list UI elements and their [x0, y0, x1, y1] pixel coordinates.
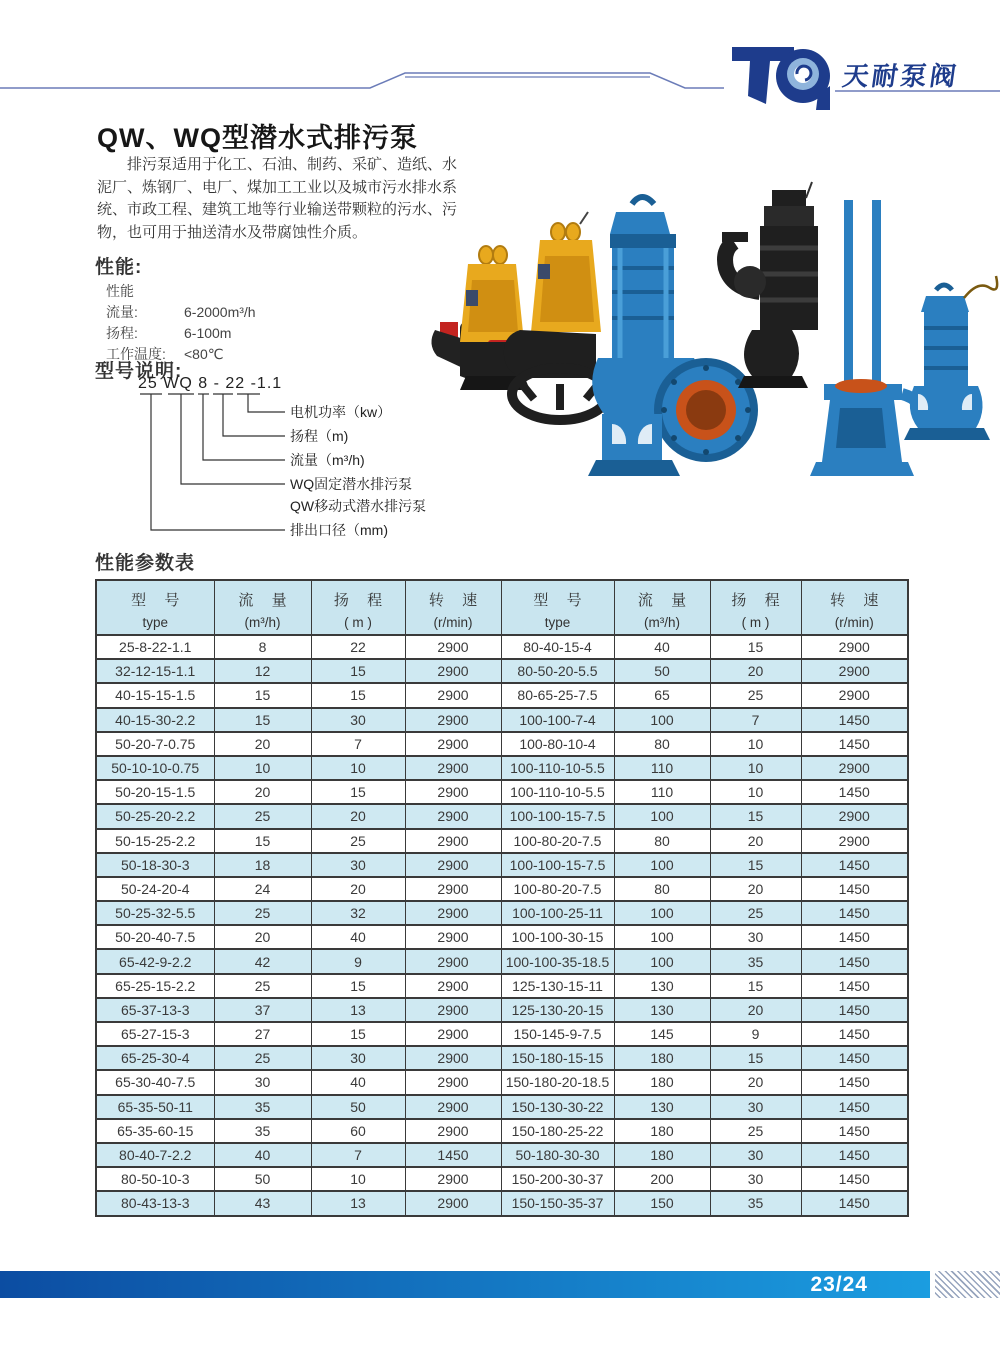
value-cell: 2900 [405, 708, 501, 732]
value-cell: 10 [311, 1167, 405, 1191]
column-header-head: 扬 程 ( m ) [311, 580, 405, 635]
value-cell: 1450 [801, 925, 908, 949]
value-cell: 20 [311, 877, 405, 901]
spec-value-temp: <80℃ [184, 346, 224, 362]
value-cell: 2900 [405, 1119, 501, 1143]
value-cell: 10 [710, 780, 801, 804]
value-cell: 30 [710, 925, 801, 949]
value-cell: 15 [311, 659, 405, 683]
tq-logo-icon [732, 47, 830, 110]
value-cell: 25 [214, 974, 311, 998]
value-cell: 20 [710, 877, 801, 901]
value-cell: 15 [214, 829, 311, 853]
value-cell: 20 [710, 1070, 801, 1094]
column-header-flow: 流 量 (m³/h) [614, 580, 710, 635]
page-title: QW、WQ型潜水式排污泵 [97, 123, 418, 153]
value-cell: 40 [311, 925, 405, 949]
value-cell: 1450 [801, 949, 908, 973]
page-number: 23/24 [810, 1273, 868, 1296]
spec-sublabel: 性能 [106, 283, 134, 299]
model-cell: 100-110-10-5.5 [501, 756, 614, 780]
value-cell: 35 [710, 949, 801, 973]
value-cell: 180 [614, 1119, 710, 1143]
value-cell: 9 [710, 1022, 801, 1046]
value-cell: 1450 [801, 732, 908, 756]
model-cell: 40-15-30-2.2 [96, 708, 214, 732]
value-cell: 40 [311, 1070, 405, 1094]
value-cell: 2900 [801, 804, 908, 828]
value-cell: 20 [214, 732, 311, 756]
table-row [96, 949, 908, 973]
model-heading: 型号说明: [95, 361, 183, 382]
value-cell: 1450 [801, 780, 908, 804]
table-row [96, 998, 908, 1022]
table-row [96, 708, 908, 732]
model-cell: 25-8-22-1.1 [96, 635, 214, 659]
value-cell: 2900 [405, 1070, 501, 1094]
value-cell: 37 [214, 998, 311, 1022]
table-row [96, 659, 908, 683]
value-cell: 2900 [405, 1095, 501, 1119]
value-cell: 10 [710, 756, 801, 780]
model-cell: 80-65-25-7.5 [501, 683, 614, 707]
value-cell: 100 [614, 853, 710, 877]
model-cell: 100-100-30-15 [501, 925, 614, 949]
value-cell: 2900 [405, 853, 501, 877]
value-cell: 2900 [405, 974, 501, 998]
value-cell: 180 [614, 1046, 710, 1070]
value-cell: 25 [710, 683, 801, 707]
value-cell: 100 [614, 804, 710, 828]
value-cell: 130 [614, 974, 710, 998]
table-row [96, 925, 908, 949]
model-cell: 100-100-25-11 [501, 901, 614, 925]
spec-value-flow: 6-2000m³/h [184, 304, 256, 320]
table-row [96, 780, 908, 804]
value-cell: 15 [214, 683, 311, 707]
value-cell: 2900 [405, 925, 501, 949]
value-cell: 25 [710, 901, 801, 925]
table-row [96, 1095, 908, 1119]
table-row [96, 1191, 908, 1215]
model-cell: 50-20-40-7.5 [96, 925, 214, 949]
value-cell: 150 [614, 1191, 710, 1215]
table-row [96, 1070, 908, 1094]
model-cell: 100-100-7-4 [501, 708, 614, 732]
model-cell: 100-100-35-18.5 [501, 949, 614, 973]
table-row [96, 635, 908, 659]
value-cell: 30 [710, 1167, 801, 1191]
value-cell: 25 [214, 901, 311, 925]
model-cell: 100-110-10-5.5 [501, 780, 614, 804]
brand-text: 天耐泵阀 [840, 61, 961, 91]
value-cell: 12 [214, 659, 311, 683]
value-cell: 50 [214, 1167, 311, 1191]
value-cell: 1450 [801, 974, 908, 998]
value-cell: 20 [710, 659, 801, 683]
value-cell: 60 [311, 1119, 405, 1143]
value-cell: 2900 [801, 683, 908, 707]
value-cell: 1450 [801, 708, 908, 732]
model-cell: 50-10-10-0.75 [96, 756, 214, 780]
model-cell: 100-80-10-4 [501, 732, 614, 756]
model-cell: 65-27-15-3 [96, 1022, 214, 1046]
value-cell: 2900 [405, 949, 501, 973]
value-cell: 42 [214, 949, 311, 973]
value-cell: 7 [311, 732, 405, 756]
value-cell: 80 [614, 829, 710, 853]
value-cell: 80 [614, 877, 710, 901]
value-cell: 100 [614, 925, 710, 949]
value-cell: 1450 [801, 1095, 908, 1119]
model-cell: 50-180-30-30 [501, 1143, 614, 1167]
value-cell: 25 [214, 804, 311, 828]
value-cell: 13 [311, 1191, 405, 1215]
value-cell: 20 [311, 804, 405, 828]
value-cell: 15 [710, 974, 801, 998]
model-cell: 150-200-30-37 [501, 1167, 614, 1191]
value-cell: 40 [614, 635, 710, 659]
value-cell: 2900 [405, 659, 501, 683]
value-cell: 2900 [405, 998, 501, 1022]
value-cell: 1450 [801, 998, 908, 1022]
value-cell: 1450 [801, 901, 908, 925]
value-cell: 2900 [405, 732, 501, 756]
spec-table-body [96, 635, 908, 1216]
pump-blue-small [904, 276, 997, 440]
value-cell: 20 [214, 925, 311, 949]
model-cell: 125-130-15-11 [501, 974, 614, 998]
model-cell: 65-25-15-2.2 [96, 974, 214, 998]
table-row [96, 1046, 908, 1070]
value-cell: 15 [710, 635, 801, 659]
value-cell: 18 [214, 853, 311, 877]
model-cell: 65-35-60-15 [96, 1119, 214, 1143]
value-cell: 15 [710, 853, 801, 877]
value-cell: 2900 [405, 635, 501, 659]
value-cell: 1450 [405, 1143, 501, 1167]
value-cell: 7 [311, 1143, 405, 1167]
pump-blue-stand [810, 200, 922, 476]
value-cell: 15 [710, 1046, 801, 1070]
value-cell: 7 [710, 708, 801, 732]
spec-label-head: 扬程: [106, 325, 138, 341]
value-cell: 1450 [801, 877, 908, 901]
value-cell: 20 [710, 998, 801, 1022]
column-header-speed: 转 速 (r/min) [405, 580, 501, 635]
model-code: 25 WQ 8 - 22 -1.1 [138, 375, 283, 392]
model-cell: 125-130-20-15 [501, 998, 614, 1022]
model-cell: 65-25-30-4 [96, 1046, 214, 1070]
value-cell: 110 [614, 780, 710, 804]
value-cell: 15 [710, 804, 801, 828]
value-cell: 65 [614, 683, 710, 707]
value-cell: 180 [614, 1070, 710, 1094]
table-row [96, 1119, 908, 1143]
value-cell: 20 [710, 829, 801, 853]
table-row [96, 829, 908, 853]
value-cell: 130 [614, 1095, 710, 1119]
value-cell: 2900 [405, 901, 501, 925]
table-row [96, 804, 908, 828]
value-cell: 1450 [801, 853, 908, 877]
performance-heading: 性能: [95, 257, 143, 278]
value-cell: 2900 [405, 1167, 501, 1191]
model-cell: 50-25-32-5.5 [96, 901, 214, 925]
value-cell: 2900 [801, 756, 908, 780]
value-cell: 2900 [405, 756, 501, 780]
performance-spec-block [106, 281, 256, 365]
table-row [96, 1167, 908, 1191]
value-cell: 35 [214, 1095, 311, 1119]
value-cell: 32 [311, 901, 405, 925]
value-cell: 25 [311, 829, 405, 853]
value-cell: 13 [311, 998, 405, 1022]
value-cell: 15 [214, 708, 311, 732]
value-cell: 2900 [405, 1191, 501, 1215]
value-cell: 1450 [801, 1070, 908, 1094]
value-cell: 2900 [405, 829, 501, 853]
column-header-flow: 流 量 (m³/h) [214, 580, 311, 635]
model-cell: 50-20-15-1.5 [96, 780, 214, 804]
column-header-head: 扬 程 ( m ) [710, 580, 801, 635]
value-cell: 30 [710, 1095, 801, 1119]
model-label-outlet: 排出口径（mm) [290, 522, 388, 538]
table-row [96, 901, 908, 925]
table-row [96, 974, 908, 998]
model-label-flow: 流量（m³/h) [290, 452, 365, 468]
model-cell: 150-145-9-7.5 [501, 1022, 614, 1046]
value-cell: 2900 [405, 683, 501, 707]
model-cell: 80-40-15-4 [501, 635, 614, 659]
value-cell: 30 [214, 1070, 311, 1094]
intro-paragraph: 排污泵适用于化工、石油、制药、采矿、造纸、水泥厂、炼钢厂、电厂、煤加工工业以及城市污水排水系统、市政工程、建筑工地等行业输送带颗粒的污水、污物，也可用于抽送清水及带腐蚀性介质。 [97, 156, 458, 241]
model-cell: 65-35-50-11 [96, 1095, 214, 1119]
model-cell: 65-30-40-7.5 [96, 1070, 214, 1094]
model-cell: 150-180-20-18.5 [501, 1070, 614, 1094]
model-cell: 50-25-20-2.2 [96, 804, 214, 828]
spec-table [95, 579, 909, 1217]
value-cell: 1450 [801, 1143, 908, 1167]
pump-black [722, 182, 818, 388]
value-cell: 50 [311, 1095, 405, 1119]
value-cell: 24 [214, 877, 311, 901]
model-cell: 150-150-35-37 [501, 1191, 614, 1215]
model-diagram [100, 370, 430, 548]
spec-label-flow: 流量: [106, 304, 138, 320]
model-cell: 50-20-7-0.75 [96, 732, 214, 756]
model-cell: 100-80-20-7.5 [501, 829, 614, 853]
value-cell: 145 [614, 1022, 710, 1046]
model-cell: 100-100-15-7.5 [501, 804, 614, 828]
footer-bar [0, 1271, 930, 1298]
model-label-wq: WQ固定潜水排污泵 [290, 476, 413, 492]
value-cell: 20 [214, 780, 311, 804]
model-label-head: 扬程（m) [290, 428, 349, 444]
value-cell: 30 [311, 853, 405, 877]
pump-product-photo [420, 172, 1000, 550]
value-cell: 2900 [405, 1022, 501, 1046]
model-cell: 150-180-25-22 [501, 1119, 614, 1143]
value-cell: 9 [311, 949, 405, 973]
value-cell: 50 [614, 659, 710, 683]
table-title: 性能参数表 [95, 553, 196, 574]
table-row [96, 756, 908, 780]
model-cell: 50-24-20-4 [96, 877, 214, 901]
value-cell: 30 [311, 1046, 405, 1070]
value-cell: 80 [614, 732, 710, 756]
value-cell: 22 [311, 635, 405, 659]
value-cell: 2900 [801, 635, 908, 659]
model-cell: 100-80-20-7.5 [501, 877, 614, 901]
model-cell: 80-50-10-3 [96, 1167, 214, 1191]
value-cell: 8 [214, 635, 311, 659]
model-label-power: 电机功率（kw） [290, 404, 392, 420]
value-cell: 15 [311, 1022, 405, 1046]
model-cell: 100-100-15-7.5 [501, 853, 614, 877]
value-cell: 2900 [405, 877, 501, 901]
value-cell: 35 [214, 1119, 311, 1143]
value-cell: 2900 [405, 1046, 501, 1070]
value-cell: 27 [214, 1022, 311, 1046]
value-cell: 25 [710, 1119, 801, 1143]
spec-label-temp: 工作温度: [106, 346, 166, 362]
value-cell: 15 [311, 974, 405, 998]
table-row [96, 1022, 908, 1046]
footer-hatch-decoration [935, 1271, 1000, 1298]
table-header-row [96, 580, 908, 635]
model-label-qw: QW移动式潜水排污泵 [290, 498, 427, 514]
value-cell: 10 [311, 756, 405, 780]
table-row [96, 853, 908, 877]
model-cell: 50-18-30-3 [96, 853, 214, 877]
model-cell: 50-15-25-2.2 [96, 829, 214, 853]
value-cell: 15 [311, 780, 405, 804]
value-cell: 1450 [801, 1046, 908, 1070]
model-cell: 150-130-30-22 [501, 1095, 614, 1119]
value-cell: 2900 [801, 829, 908, 853]
value-cell: 2900 [405, 804, 501, 828]
value-cell: 1450 [801, 1167, 908, 1191]
column-header-speed: 转 速 (r/min) [801, 580, 908, 635]
value-cell: 10 [710, 732, 801, 756]
model-cell: 65-37-13-3 [96, 998, 214, 1022]
value-cell: 180 [614, 1143, 710, 1167]
value-cell: 30 [311, 708, 405, 732]
table-row [96, 877, 908, 901]
value-cell: 130 [614, 998, 710, 1022]
value-cell: 1450 [801, 1119, 908, 1143]
spec-value-head: 6-100m [184, 325, 232, 341]
value-cell: 30 [710, 1143, 801, 1167]
table-row [96, 732, 908, 756]
value-cell: 100 [614, 708, 710, 732]
model-cell: 80-50-20-5.5 [501, 659, 614, 683]
column-header-type: 型 号 type [501, 580, 614, 635]
model-cell: 32-12-15-1.1 [96, 659, 214, 683]
value-cell: 2900 [405, 780, 501, 804]
value-cell: 43 [214, 1191, 311, 1215]
value-cell: 100 [614, 949, 710, 973]
value-cell: 10 [214, 756, 311, 780]
value-cell: 200 [614, 1167, 710, 1191]
table-row [96, 1143, 908, 1167]
model-cell: 150-180-15-15 [501, 1046, 614, 1070]
column-header-type: 型 号 type [96, 580, 214, 635]
value-cell: 35 [710, 1191, 801, 1215]
model-cell: 80-43-13-3 [96, 1191, 214, 1215]
value-cell: 1450 [801, 1022, 908, 1046]
value-cell: 15 [311, 683, 405, 707]
value-cell: 25 [214, 1046, 311, 1070]
table-row [96, 683, 908, 707]
value-cell: 100 [614, 901, 710, 925]
value-cell: 1450 [801, 1191, 908, 1215]
model-cell: 80-40-7-2.2 [96, 1143, 214, 1167]
value-cell: 2900 [801, 659, 908, 683]
value-cell: 110 [614, 756, 710, 780]
model-cell: 65-42-9-2.2 [96, 949, 214, 973]
value-cell: 40 [214, 1143, 311, 1167]
model-cell: 40-15-15-1.5 [96, 683, 214, 707]
